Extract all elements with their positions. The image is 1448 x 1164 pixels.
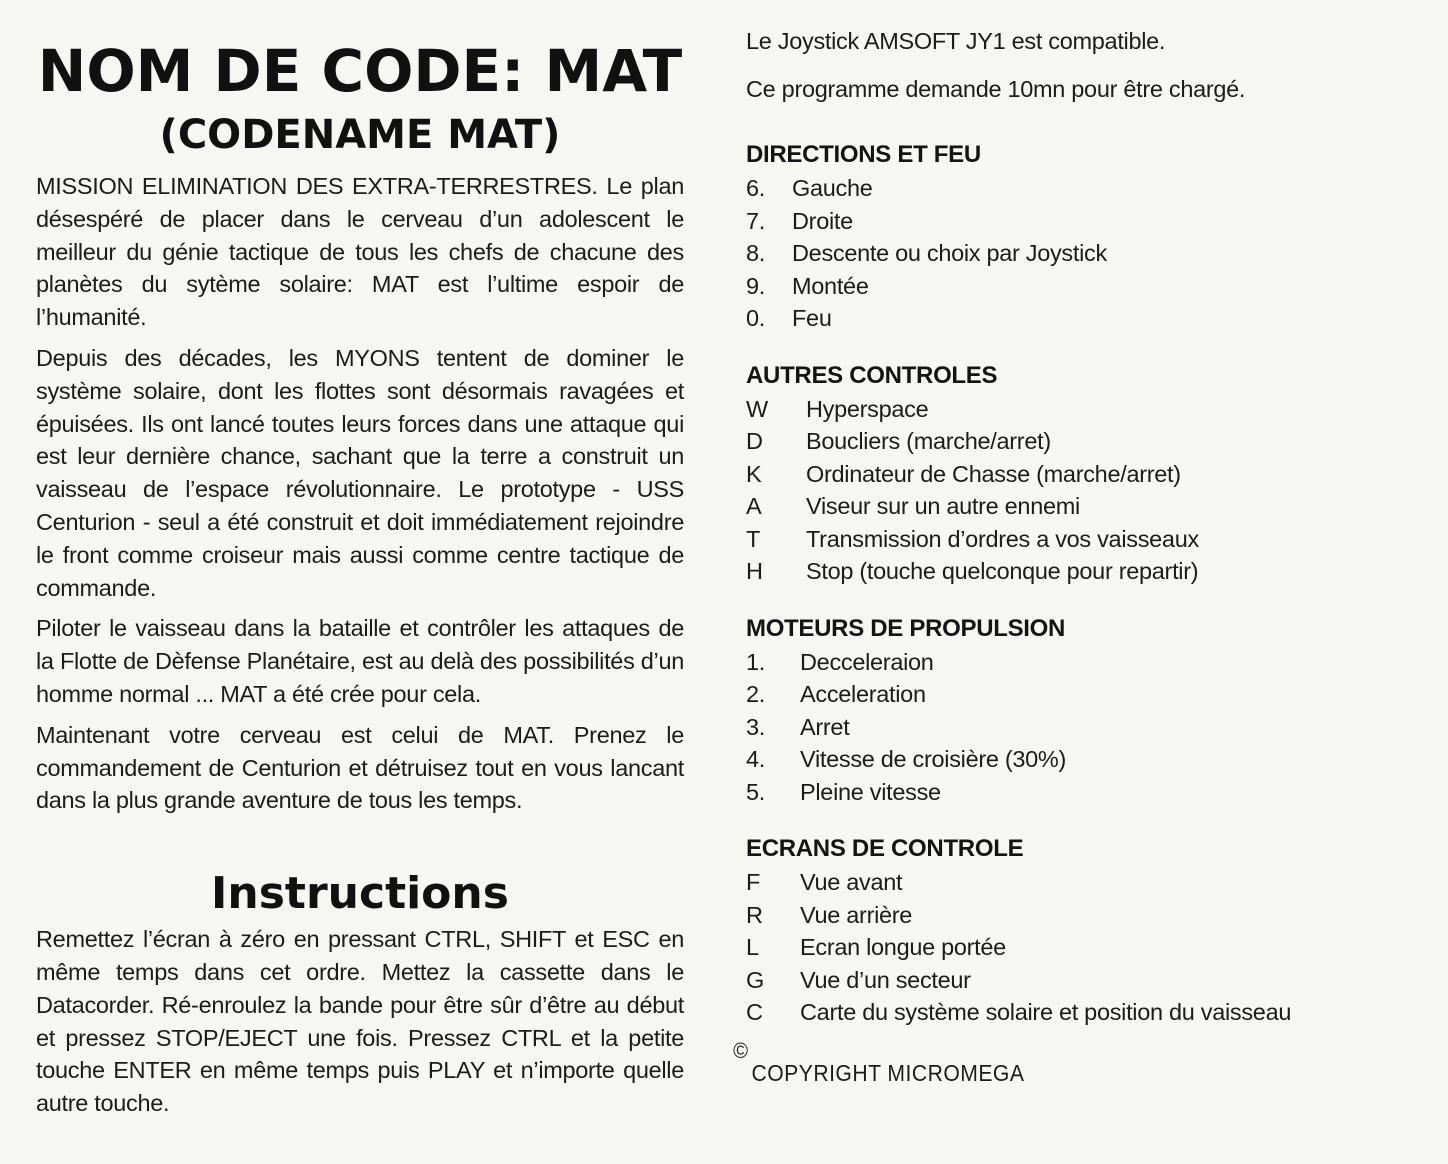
control-row [746,425,1406,458]
control-row [746,393,1406,426]
page-subtitle: (CODENAME MAT) [159,112,561,158]
control-label: Viseur sur un autre ennemi [806,493,1080,519]
section-title: DIRECTIONS ET FEU [746,141,981,168]
control-key: 9. [746,272,765,299]
control-label: Descente ou choix par Joystick [792,240,1107,266]
section-screens [746,834,1406,1029]
intro-paragraph-2: Depuis des décades, les MYONS tentent de dominer le système solaire, dont les flottes sont désormais ravagées et épuisées. Ils ont lancé toutes leurs forces dans une attaque qui est leur dernière chance, sachant que la terre a construit un vaisseau de l’espace révolutionnaire. Le prototype - USS Centurion - seul a été construit et doit immédiatement rejoindre le front comme croiseur mais aussi comme centre tactique de commande. [36,344,684,601]
control-row [746,996,1406,1029]
intro-paragraph-3: Piloter le vaisseau dans la bataille et contrôler les attaques de la Flotte de Dèfense Planétaire, est au delà des possibilités d’un homme normal ... MAT a été crée pour cela. [36,615,684,707]
control-key: W [746,395,768,422]
joystick-note: Le Joystick AMSOFT JY1 est compatible. [746,28,1166,54]
control-row [746,743,1406,776]
control-label: Carte du système solaire et position du vaisseau [800,999,1292,1025]
instructions-heading: Instructions [211,868,509,920]
copyright-text: COPYRIGHT MICROMEGA [751,1059,1025,1086]
control-label: Montée [792,272,869,299]
control-row [746,172,1406,205]
control-row [746,270,1406,303]
copyright [733,1037,1353,1087]
control-row [746,646,1406,679]
control-row [746,458,1406,491]
control-key: A [746,493,762,519]
control-row [746,205,1406,238]
control-key: K [746,460,762,487]
control-label: Pleine vitesse [800,778,941,805]
control-row [746,237,1406,270]
control-row [746,964,1406,997]
control-key: 1. [746,648,765,675]
control-key: 2. [746,681,765,707]
control-label: Droite [792,207,853,234]
control-label: Arret [800,713,850,740]
control-key: D [746,428,763,454]
control-label: Ecran longue portée [800,934,1006,960]
control-key: F [746,869,761,895]
control-row [746,490,1406,523]
control-label: Stop (touche quelconque pour repartir) [806,558,1199,584]
instructions-paragraph: Remettez l’écran à zéro en pressant CTRL, SHIFT et ESC en même temps dans cet ordre. Mettez la cassette dans le Datacorder. Ré-enroulez la bande pour être sûr d’être au début et pressez STOP/EJECT une fois. Pressez CTRL et la petite touche ENTER en même temps puis PLAY et n’importe quelle autre touche. [36,926,684,1117]
control-key: 8. [746,240,765,266]
section-propulsion [746,614,1406,809]
control-label: Vue d’un secteur [800,966,971,993]
loading-note: Ce programme demande 10mn pour être chargé. [746,76,1246,102]
section-directions [746,140,1406,335]
control-row [746,302,1406,335]
control-row [746,866,1406,899]
section-title: ECRANS DE CONTROLE [746,835,1024,862]
control-key: L [746,934,759,960]
control-key: 4. [746,746,765,772]
copyright-icon: © [733,1037,749,1063]
control-key: 3. [746,713,765,740]
control-row [746,899,1406,932]
control-label: Transmission d’ordres a vos vaisseaux [806,525,1199,552]
control-key: G [746,966,764,993]
control-key: 5. [746,778,765,805]
control-row [746,523,1406,556]
control-key: H [746,558,763,584]
control-row [746,931,1406,964]
control-label: Boucliers (marche/arret) [806,428,1051,454]
control-key: 7. [746,207,765,234]
intro-paragraph-1: MISSION ELIMINATION DES EXTRA-TERRESTRES. Le plan désespéré de placer dans le cerveau d’un adolescent le meilleur du génie tactique de tous les chefs de chacune des planètes du sytème solaire: MAT est l’ultime espoir de l’humanité. [36,173,684,331]
intro-paragraph-4: Maintenant votre cerveau est celui de MAT. Prenez le commandement de Centurion et détruisez tout en vous lancant dans la plus grande aventure de tous les temps. [36,721,684,814]
right-column [733,26,1406,1087]
control-row [746,555,1406,588]
page-title: NOM DE CODE: MAT [37,37,683,105]
control-label: Hyperspace [806,395,929,422]
control-label: Gauche [792,175,873,201]
control-key: 0. [746,305,765,331]
control-key: 6. [746,175,765,201]
control-label: Vitesse de croisière (30%) [800,746,1067,772]
control-key: C [746,999,763,1025]
control-row [746,776,1406,809]
control-label: Acceleration [800,681,926,707]
control-key: T [746,525,761,552]
control-row [746,711,1406,744]
section-title: MOTEURS DE PROPULSION [746,614,1066,642]
control-label: Feu [792,305,832,331]
control-label: Vue avant [800,869,903,895]
left-column [36,30,684,1128]
control-row [746,678,1406,711]
control-label: Decceleraion [800,648,934,675]
control-key: R [746,901,763,928]
section-other-controls [746,361,1406,588]
control-label: Ordinateur de Chasse (marche/arret) [806,460,1181,487]
control-label: Vue arrière [800,901,913,928]
section-title: AUTRES CONTROLES [746,361,998,389]
